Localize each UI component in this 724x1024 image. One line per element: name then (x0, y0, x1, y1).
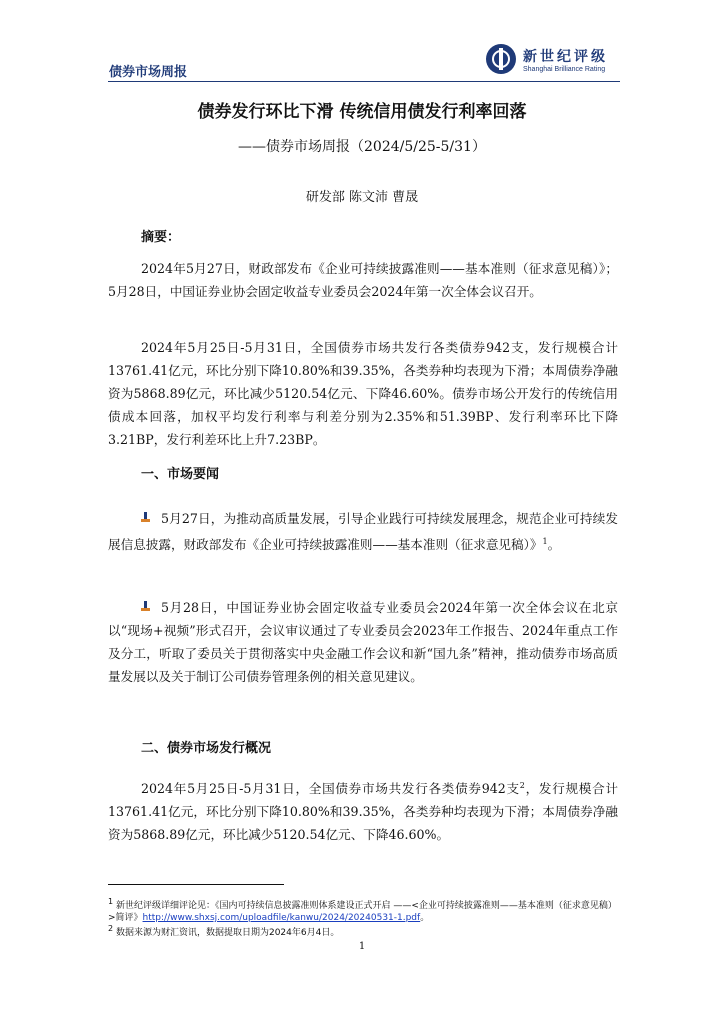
section-heading-issuance-overview: 二、债券市场发行概况 (141, 741, 272, 756)
abstract-paragraph-2: 2024年5月25日-5月31日，全国债券市场共发行各类债券942支，发行规模合计13761.41亿元，环比分别下降10.80%和39.35%，各类券种均表现为下滑；本周债券净融资为5868.89亿元，环比减少5120.54亿元、下降46.60%。债券市场公开发行的传统信用债成本回落，加权平均发行利率与利差分别为2.35%和51.39BP、发行利率环比下降3.21BP，发行利差环比上升7.23BP。 (108, 340, 618, 447)
footnote-1-link[interactable]: http://www.shxsj.com/uploadfile/kanwu/2024/20240531-1.pdf (142, 913, 421, 923)
abstract-label: 摘要： (141, 230, 181, 245)
brilliance-logo-icon (486, 44, 516, 74)
footnote-divider (108, 884, 284, 885)
section-heading-market-news: 一、市场要闻 (141, 467, 220, 482)
issuance-paragraph: 2024年5月25日-5月31日，全国债券市场共发行各类债券942支$^2$，发行规模合计13761.41亿元，环比分别下降10.80%和39.35%，各类券种均表现为下滑；本周债券净融资为5868.89亿元，环比减少5120.54亿元、下降46.60%。 (108, 781, 619, 843)
footnote-2: $^2$ 数据来源为财汇资讯，数据提取日期为2024年6月4日。 (108, 924, 340, 938)
report-series-title: 债券市场周报 (109, 65, 188, 80)
footnote-1: $^1$ 新世纪评级详细评论见：《国内可持续信息披露准则体系建设正式开启 ——<企业可持续披露准则——基本准则（征求意见稿）>简评》http://www.shxsj.com/uploadfile/kanwu/2024/20240531-1.pdf。 (108, 897, 617, 923)
logo-subtitle: Shanghai Brilliance Rating (523, 66, 606, 73)
abstract-paragraph-1: 2024年5月27日，财政部发布《企业可持续披露准则——基本准则（征求意见稿）》；5月28日，中国证券业协会固定收益专业委员会2024年第一次全体会议召开。 (108, 261, 618, 299)
page-number: 1 (358, 941, 366, 952)
bullet-icon (141, 601, 151, 613)
news-item-1: 5月27日，为推动高质量发展，引导企业践行可持续发展理念，规范企业可持续发展信息披露，财政部发布《企业可持续披露准则——基本准则（征求意见稿）》$^1$。 (108, 511, 618, 553)
footnote-ref-2: 2 (519, 781, 525, 790)
news-item-2: 5月28日，中国证券业协会固定收益专业委员会2024年第一次全体会议在北京以“现场+视频”形式召开，会议审议通过了专业委员会2023年工作报告、2024年重点工作及分工，听取了委员关于贯彻落实中央金融工作会议和新“国九条”精神，推动债券市场高质量发展以及关于制订公司债券管理条例的相关意见建议。 (108, 600, 618, 684)
document-subtitle: ——债券市场周报（2024/5/25-5/31） (238, 139, 486, 155)
document-title: 债券发行环比下滑 传统信用债发行利率回落 (197, 102, 527, 122)
bullet-icon (141, 512, 151, 524)
header-divider (108, 81, 620, 82)
logo-name: 新世纪评级 (523, 49, 608, 65)
footnote-ref-1: 1 (542, 537, 548, 546)
authors: 研发部 陈文沛 曹晟 (305, 190, 419, 205)
